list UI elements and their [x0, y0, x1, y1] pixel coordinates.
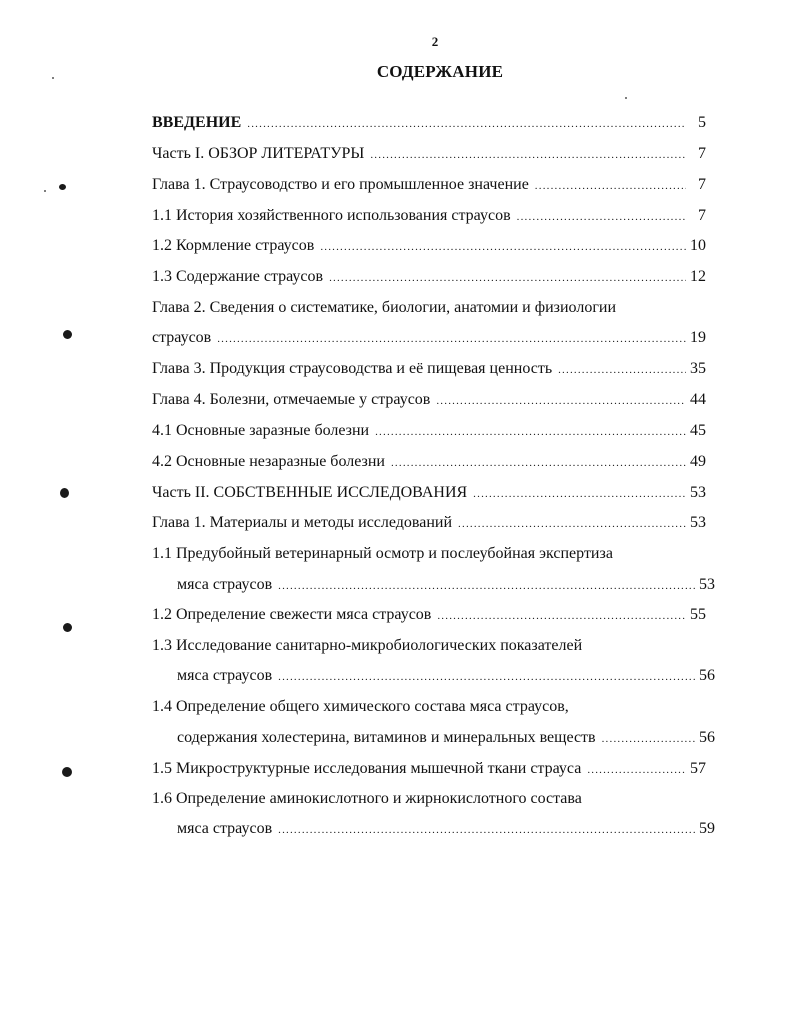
dot-leader	[535, 175, 686, 197]
toc-entry-part-2-section-1-6-cont	[177, 818, 715, 840]
toc-entry-section-1-2	[152, 235, 706, 257]
toc-entry-chapter-2	[152, 297, 706, 319]
toc-entry-page: 49	[690, 453, 706, 470]
scan-speck	[44, 190, 46, 192]
dot-leader	[247, 113, 686, 135]
dot-leader	[329, 267, 686, 289]
toc-entry-text: Глава 4. Болезни, отмечаемые у страусов	[152, 391, 431, 408]
toc-entry-part-2-section-1-5	[152, 758, 706, 780]
dot-leader	[436, 390, 686, 412]
toc-entry-part-2-chapter-1	[152, 512, 706, 534]
toc-entry-part-2	[152, 482, 706, 504]
toc-entry-page: 7	[698, 207, 706, 224]
toc-entry-part-2-section-1-4-cont	[177, 727, 715, 749]
toc-entry-section-4-2	[152, 451, 706, 473]
toc-entry-text: 1.2 Определение свежести мяса страусов	[152, 606, 432, 623]
toc-entry-page: 53	[690, 484, 706, 501]
toc-entry-introduction	[152, 112, 706, 134]
toc-entry-text: мяса страусов	[177, 667, 273, 684]
toc-entry-text: Глава 3. Продукция страусоводства и её пищевая ценность	[152, 360, 553, 377]
dot-leader	[375, 421, 686, 443]
toc-entry-text: страусов	[152, 329, 212, 346]
toc-entry-part-2-section-1-3-cont	[177, 665, 715, 687]
dot-leader	[278, 575, 695, 597]
scan-speck	[60, 488, 69, 498]
toc-entry-part-2-section-1-4	[152, 696, 706, 718]
dot-leader	[517, 206, 686, 228]
toc-entry-page: 44	[690, 391, 706, 408]
toc-entry-page: 56	[699, 729, 715, 746]
dot-leader	[473, 483, 686, 505]
dot-leader	[217, 328, 686, 350]
toc-title: СОДЕРЖАНИЕ	[376, 62, 504, 81]
page-number: 2	[431, 34, 439, 49]
toc-entry-part-1	[152, 143, 706, 165]
toc-entry-text: Часть II. СОБСТВЕННЫЕ ИССЛЕДОВАНИЯ	[152, 484, 468, 501]
toc-entry-page: 5	[698, 114, 706, 131]
scan-speck	[62, 767, 72, 777]
toc-entry-part-2-section-1-6	[152, 788, 706, 810]
toc-entry-page: 53	[699, 576, 715, 593]
toc-entry-part-2-section-1-3	[152, 635, 706, 657]
toc-entry-page: 7	[698, 145, 706, 162]
toc-entry-page: 12	[690, 268, 706, 285]
toc-entry-text: Глава 1. Материалы и методы исследований	[152, 514, 453, 531]
toc-entry-text: ВВЕДЕНИЕ	[152, 114, 242, 131]
toc-entry-text: 1.1 История хозяйственного использования страусов	[152, 207, 511, 224]
toc-entry-text: 1.5 Микроструктурные исследования мышечной ткани страуса	[152, 760, 582, 777]
toc-entry-part-2-section-1-1-cont	[177, 574, 715, 596]
toc-entry-section-1-1	[152, 205, 706, 227]
toc-entry-text: Глава 2. Сведения о систематике, биологии, анатомии и физиологии	[152, 299, 616, 316]
scan-speck	[59, 184, 66, 190]
toc-entry-chapter-1	[152, 174, 706, 196]
toc-entry-page: 56	[699, 667, 715, 684]
toc-entry-text: 1.4 Определение общего химического состава мяса страусов,	[152, 698, 569, 715]
toc-entry-text: 1.1 Предубойный ветеринарный осмотр и послеубойная экспертиза	[152, 545, 613, 562]
dot-leader	[587, 759, 686, 781]
toc-entry-part-2-section-1-2	[152, 604, 706, 626]
toc-entry-page: 35	[690, 360, 706, 377]
toc-entry-chapter-2-cont	[152, 327, 706, 349]
toc-entry-page: 10	[690, 237, 706, 254]
dot-leader	[602, 728, 695, 750]
scan-speck	[52, 77, 54, 79]
toc-entry-text: 4.2 Основные незаразные болезни	[152, 453, 385, 470]
toc-entry-page: 57	[690, 760, 706, 777]
dot-leader	[458, 513, 686, 535]
toc-entry-section-1-3	[152, 266, 706, 288]
toc-entry-text: содержания холестерина, витаминов и минеральных веществ	[177, 729, 596, 746]
toc-entry-page: 59	[699, 820, 715, 837]
toc-entry-text: Глава 1. Страусоводство и его промышленное значение	[152, 176, 529, 193]
dot-leader	[320, 236, 686, 258]
toc-entry-chapter-4	[152, 389, 706, 411]
toc-entry-text: Часть I. ОБЗОР ЛИТЕРАТУРЫ	[152, 145, 365, 162]
toc-entry-text: 1.2 Кормление страусов	[152, 237, 315, 254]
toc-entry-part-2-section-1-1	[152, 543, 706, 565]
toc-entry-page: 55	[690, 606, 706, 623]
toc-entry-text: 1.3 Содержание страусов	[152, 268, 324, 285]
scan-speck	[63, 623, 72, 632]
toc-entry-page: 45	[690, 422, 706, 439]
toc-entry-text: 1.3 Исследование санитарно-микробиологических показателей	[152, 637, 583, 654]
dot-leader	[391, 452, 686, 474]
toc-entry-text: мяса страусов	[177, 820, 273, 837]
dot-leader	[278, 666, 695, 688]
toc-entry-text: 1.6 Определение аминокислотного и жирнокислотного состава	[152, 790, 582, 807]
toc-entry-text: 4.1 Основные заразные болезни	[152, 422, 370, 439]
toc-entry-page: 53	[690, 514, 706, 531]
toc-entry-section-4-1	[152, 420, 706, 442]
dot-leader	[558, 359, 686, 381]
toc-entry-chapter-3	[152, 358, 706, 380]
scan-speck	[63, 330, 72, 339]
dot-leader	[370, 144, 686, 166]
dot-leader	[437, 605, 686, 627]
dot-leader	[278, 819, 695, 841]
toc-entry-page: 7	[698, 176, 706, 193]
toc-entry-page: 19	[690, 329, 706, 346]
scan-speck	[625, 97, 627, 99]
toc-entry-text: мяса страусов	[177, 576, 273, 593]
